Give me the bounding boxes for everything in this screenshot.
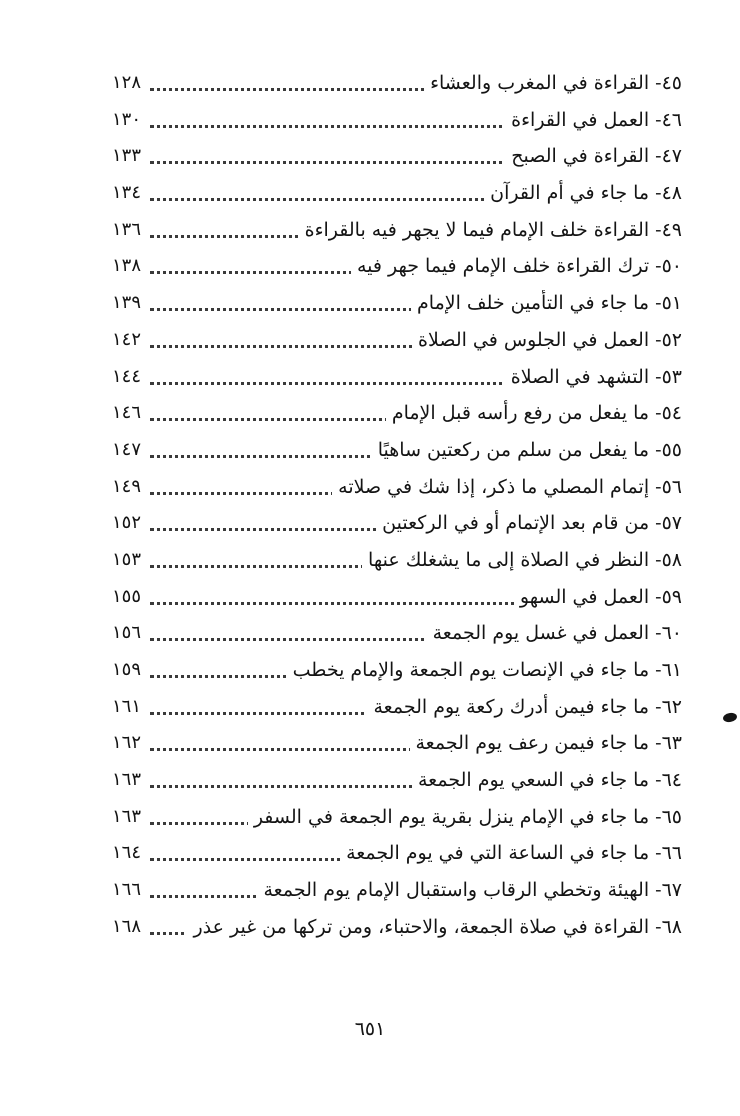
toc-entry-page: ١٣٠ [112,108,142,130]
toc-entry-page: ١٦٤ [112,842,142,864]
toc-entry [112,394,682,431]
toc-entry [112,908,682,945]
toc-entry-page: ١٣٨ [112,255,142,277]
toc-entry-page: ١٢٨ [112,72,142,93]
toc-entry [112,468,682,505]
toc-entry-title: ٦٤- ما جاء في السعي يوم الجمعة [412,767,682,793]
toc-entry-title: ٦٠- العمل في غسل يوم الجمعة [427,620,682,646]
toc-entry-page: ١٦٢ [112,732,142,754]
toc-entry [112,834,682,871]
toc-entry-title: ٦٧- الهيئة وتخطي الرقاب واستقبال الإمام يوم الجمعة [258,877,683,903]
toc-entry [112,137,682,174]
toc-entry-title: ٦٢- ما جاء فيمن أدرك ركعة يوم الجمعة [367,694,682,720]
toc-entry [112,284,682,321]
toc-entry-page: ١٦٦ [112,879,142,901]
toc-entry-page: ١٤٧ [112,438,142,460]
toc-entry-title: ٥٠- ترك القراءة خلف الإمام فيما جهر فيه [351,253,682,279]
toc-entry [112,358,682,395]
margin-ink-mark [722,712,737,723]
toc-entry-page: ١٤٩ [112,475,142,497]
toc-entry-page: ١٣٤ [112,182,142,204]
toc-entry [112,247,682,284]
toc-entry-page: ١٣٣ [112,145,142,167]
toc-entry [112,688,682,725]
toc-entry-page: ١٤٤ [112,365,142,387]
toc-entry [112,798,682,835]
toc-entry [112,101,682,138]
toc-entry [112,761,682,798]
toc-entry-page: ١٤٢ [112,328,142,350]
toc-entry [112,871,682,908]
toc-entry-title: ٦٣- ما جاء فيمن رعف يوم الجمعة [410,730,683,756]
toc-entry-title: ٥٨- النظر في الصلاة إلى ما يشغلك عنها [362,547,682,573]
toc-entry-page: ١٣٦ [112,218,142,240]
toc-entry-title: ٥٢- العمل في الجلوس في الصلاة [412,327,682,353]
toc-entry-title: ٥٤- ما يفعل من رفع رأسه قبل الإمام [386,400,682,426]
table-of-contents [112,64,682,945]
toc-entry-title: ٥٦- إتمام المصلي ما ذكر، إذا شك في صلاته [332,474,682,500]
toc-entry-title: ٥٣- التشهد في الصلاة [505,364,682,390]
toc-entry-page: ١٥٥ [112,585,142,607]
toc-entry-title: ٤٧- القراءة في الصبح [505,143,682,169]
toc-entry-page: ١٦١ [112,695,142,717]
toc-entry-page: ١٣٩ [112,292,142,314]
toc-entry [112,431,682,468]
toc-entry [112,321,682,358]
toc-entry-title: ٥٩- العمل في السهو [514,584,682,610]
toc-entry-title: ٤٨- ما جاء في أم القرآن [484,180,682,206]
toc-entry-page: ١٥٢ [112,512,142,534]
toc-entry-page: ١٦٣ [112,805,142,827]
toc-entry-title: ٦١- ما جاء في الإنصات يوم الجمعة والإمام يخطب [287,657,682,683]
toc-entry-page: ١٥٣ [112,548,142,570]
toc-entry-title: ٦٥- ما جاء في الإمام ينزل بقرية يوم الجمعة في السفر [248,804,682,830]
toc-entry-title: ٥٧- من قام بعد الإتمام أو في الركعتين [376,510,682,536]
toc-entry [112,541,682,578]
toc-entry-page: ١٤٦ [112,402,142,424]
toc-entry-page: ١٦٣ [112,769,142,791]
toc-entry-title: ٥١- ما جاء في التأمين خلف الإمام [411,290,682,316]
toc-entry [112,651,682,688]
toc-entry-title: ٦٨- القراءة في صلاة الجمعة، والاحتباء، ومن تركها من غير عذر [187,914,682,940]
toc-entry-page: ١٥٩ [112,659,142,680]
toc-entry [112,211,682,248]
toc-entry-page: ١٥٦ [112,622,142,644]
toc-entry [112,614,682,651]
toc-entry [112,724,682,761]
page-number: ٦٥١ [354,1018,386,1040]
toc-entry [112,174,682,211]
toc-entry-title: ٤٩- القراءة خلف الإمام فيما لا يجهر فيه بالقراءة [299,217,682,243]
toc-entry-title: ٤٦- العمل في القراءة [505,107,682,133]
toc-entry-title: ٥٥- ما يفعل من سلم من ركعتين ساهيًا [372,437,682,463]
toc-entry-title: ٤٥- القراءة في المغرب والعشاء [424,70,682,96]
toc-entry [112,504,682,541]
toc-entry-page: ١٦٨ [112,915,142,937]
toc-entry-title: ٦٦- ما جاء في الساعة التي في يوم الجمعة [340,840,682,866]
toc-entry [112,64,682,101]
toc-entry [112,578,682,615]
